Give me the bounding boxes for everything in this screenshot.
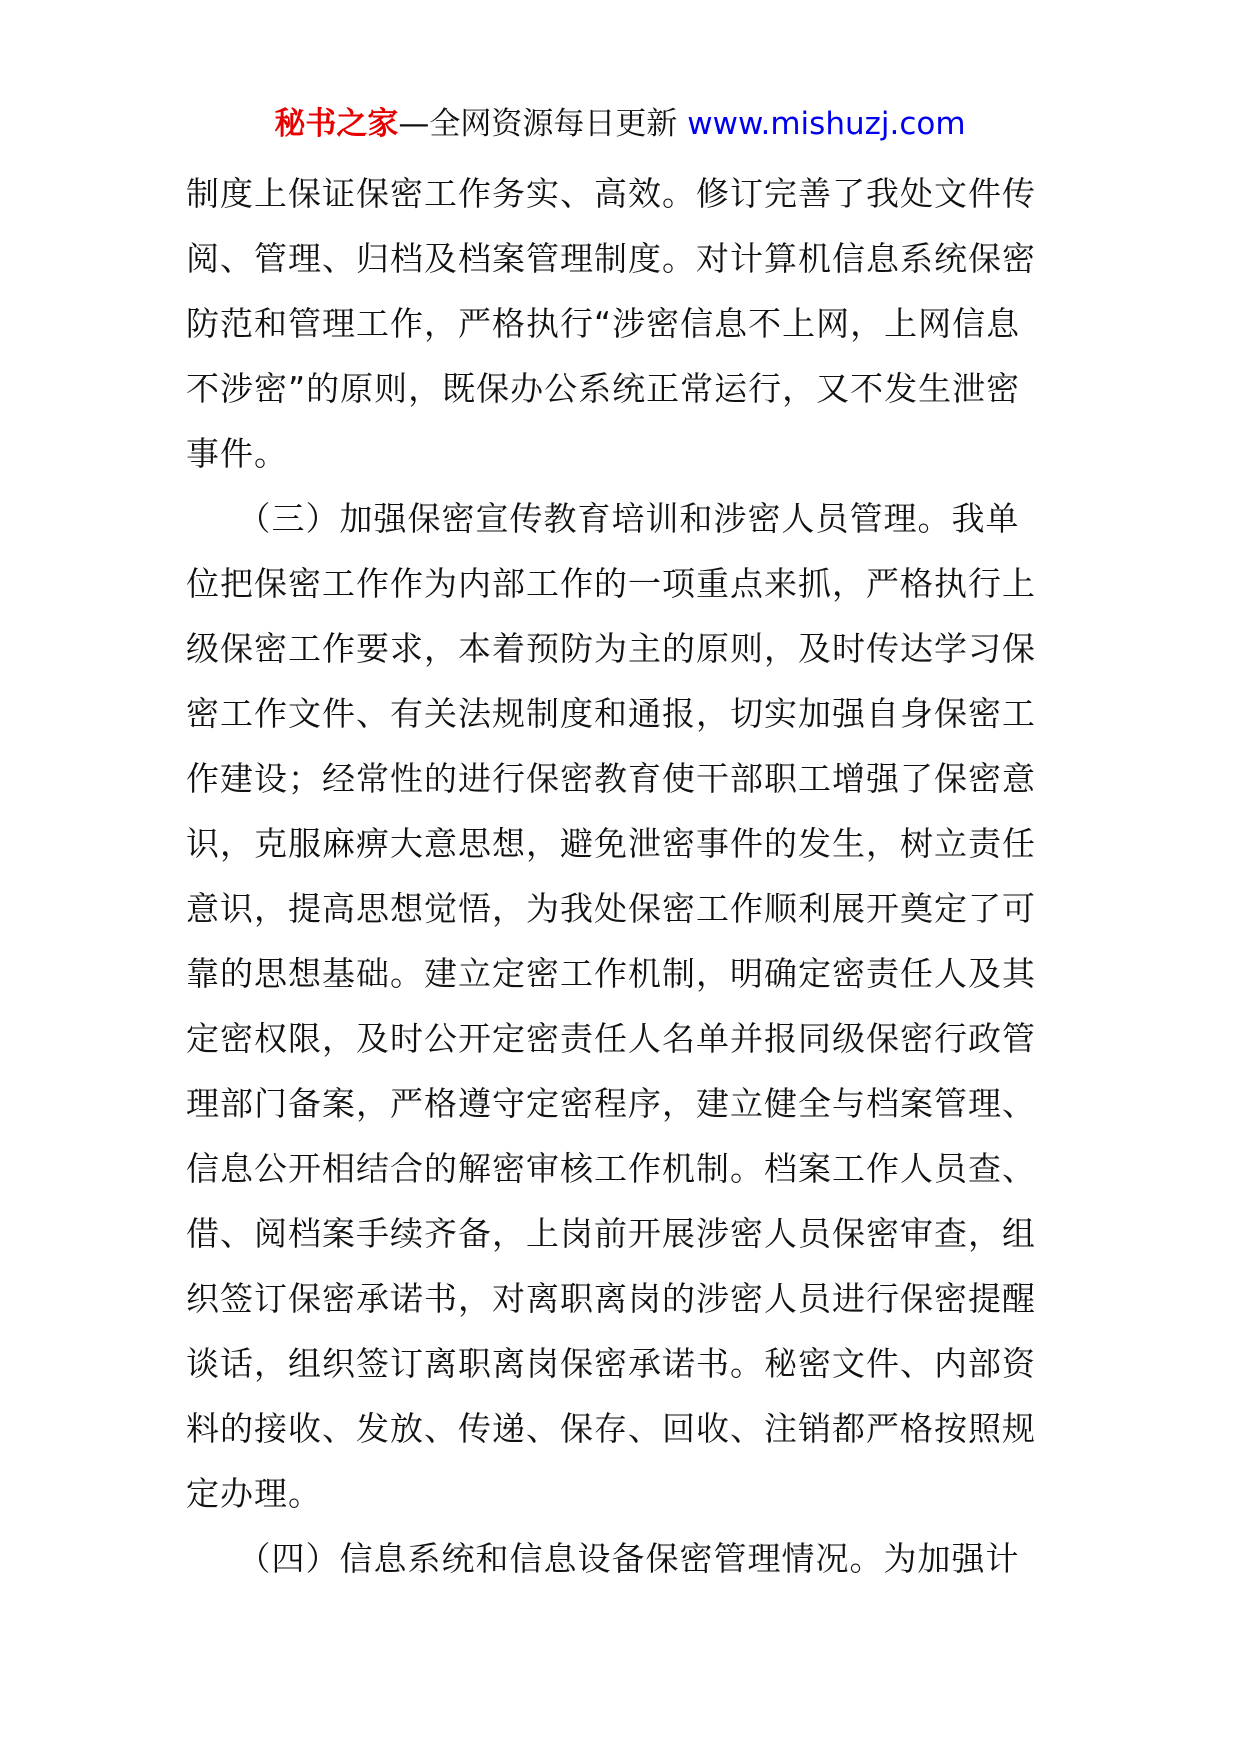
page-header: [0, 100, 1240, 148]
text-line: 谈话，组织签订离职离岗保密承诺书。秘密文件、内部资: [186, 1344, 1036, 1383]
text-line: 信息公开相结合的解密审核工作机制。档案工作人员查、: [186, 1149, 1036, 1188]
text-line: 不涉密”的原则，既保办公系统正常运行，又不发生泄密: [186, 369, 1021, 408]
header-tagline: —全网资源每日更新: [398, 106, 678, 142]
text-line: 靠的思想基础。建立定密工作机制，明确定密责任人及其: [186, 954, 1036, 993]
text-line: 制度上保证保密工作务实、高效。修订完善了我处文件传: [186, 174, 1036, 213]
text-line: 借、阅档案手续齐备，上岗前开展涉密人员保密审查，组: [186, 1214, 1036, 1253]
text-line: （三）加强保密宣传教育培训和涉密人员管理。我单: [186, 499, 1020, 538]
text-line: （四）信息系统和信息设备保密管理情况。为加强计: [186, 1539, 1020, 1578]
text-line: 事件。: [186, 434, 288, 473]
text-line: 料的接收、发放、传递、保存、回收、注销都严格按照规: [186, 1409, 1036, 1448]
text-line: 织签订保密承诺书，对离职离岗的涉密人员进行保密提醒: [186, 1279, 1036, 1318]
text-line: 意识，提高思想觉悟，为我处保密工作顺利展开奠定了可: [186, 889, 1036, 928]
text-line: 防范和管理工作，严格执行“涉密信息不上网，上网信息: [186, 304, 1021, 343]
text-line: 位把保密工作作为内部工作的一项重点来抓，严格执行上: [186, 564, 1036, 603]
text-line: 级保密工作要求，本着预防为主的原则，及时传达学习保: [186, 629, 1036, 668]
text-line: 识，克服麻痹大意思想，避免泄密事件的发生，树立责任: [186, 824, 1036, 863]
document-body: [186, 161, 1056, 1591]
text-line: 阅、管理、归档及档案管理制度。对计算机信息系统保密: [186, 239, 1036, 278]
header-site-link[interactable]: www.mishuzj.com: [687, 106, 966, 142]
text-line: 作建设；经常性的进行保密教育使干部职工增强了保密意: [186, 759, 1036, 798]
text-line: 密工作文件、有关法规制度和通报，切实加强自身保密工: [186, 694, 1036, 733]
header-brand: 秘书之家: [274, 106, 399, 142]
text-line: 定办理。: [186, 1474, 322, 1513]
text-line: 理部门备案，严格遵守定密程序，建立健全与档案管理、: [186, 1084, 1036, 1123]
text-line: 定密权限，及时公开定密责任人名单并报同级保密行政管: [186, 1019, 1036, 1058]
